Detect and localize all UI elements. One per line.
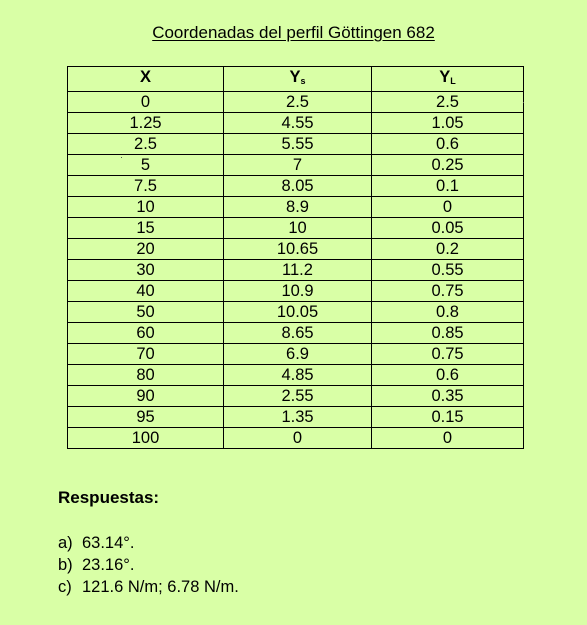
cell-ys: 4.85: [224, 365, 372, 386]
cell-x: 60: [68, 323, 224, 344]
answer-item: [58, 576, 239, 598]
cell-x: 100: [68, 428, 224, 449]
cell-ys: 10: [224, 218, 372, 239]
cell-ys: 8.9: [224, 197, 372, 218]
coordinates-table: [67, 66, 524, 449]
cell-yl: 0: [372, 197, 524, 218]
cell-yl: 0.85: [372, 323, 524, 344]
cell-x: 10: [68, 197, 224, 218]
cell-yl: 1.05: [372, 113, 524, 134]
answer-text: 121.6 N/m; 6.78 N/m.: [82, 578, 239, 596]
table-row: [68, 365, 524, 386]
cell-yl: 0.6: [372, 365, 524, 386]
table-row: [68, 197, 524, 218]
cell-ys: 11.2: [224, 260, 372, 281]
cell-yl: 0.35: [372, 386, 524, 407]
table-row: [68, 344, 524, 365]
cell-ys: 5.55: [224, 134, 372, 155]
cell-x: 40: [68, 281, 224, 302]
cell-ys: 10.65: [224, 239, 372, 260]
table-row: [68, 302, 524, 323]
answer-text: 23.16°.: [82, 556, 135, 574]
table-row: [68, 239, 524, 260]
cell-yl: 0.55: [372, 260, 524, 281]
table-row: [68, 407, 524, 428]
cell-x: 0: [68, 92, 224, 113]
cell-ys: 7: [224, 155, 372, 176]
cell-ys: 10.9: [224, 281, 372, 302]
answer-letter: a): [58, 534, 73, 552]
cell-ys: 2.55: [224, 386, 372, 407]
header-x: X: [68, 67, 224, 92]
cell-x: 5: [68, 155, 224, 176]
table-body: [68, 92, 524, 449]
cell-yl: 0.2: [372, 239, 524, 260]
table-row: [68, 92, 524, 113]
answer-letter: c): [58, 578, 72, 596]
answers-list: [58, 532, 239, 598]
table-row: [68, 176, 524, 197]
cell-x: 2.5: [68, 134, 224, 155]
table-row: [68, 386, 524, 407]
answers-heading: Respuestas:: [58, 488, 160, 507]
table-row: [68, 428, 524, 449]
cell-x: 15: [68, 218, 224, 239]
speck: [523, 102, 524, 103]
cell-yl: 0.25: [372, 155, 524, 176]
table-row: [68, 134, 524, 155]
cell-ys: 6.9: [224, 344, 372, 365]
cell-x: 50: [68, 302, 224, 323]
cell-ys: 4.55: [224, 113, 372, 134]
table-row: [68, 281, 524, 302]
table-row: [68, 155, 524, 176]
answer-text: 63.14°.: [82, 534, 135, 552]
header-ys: $Y_s$: [224, 67, 372, 92]
cell-x: 20: [68, 239, 224, 260]
cell-ys: 8.65: [224, 323, 372, 344]
table-row: [68, 218, 524, 239]
cell-yl: 0.15: [372, 407, 524, 428]
table-row: [68, 113, 524, 134]
answer-letter: b): [58, 556, 73, 574]
cell-x: 95: [68, 407, 224, 428]
cell-ys: 2.5: [224, 92, 372, 113]
cell-x: 7.5: [68, 176, 224, 197]
cell-yl: 0.75: [372, 344, 524, 365]
cell-x: 1.25: [68, 113, 224, 134]
cell-ys: 1.35: [224, 407, 372, 428]
cell-x: 90: [68, 386, 224, 407]
answer-item: [58, 532, 239, 554]
table-row: [68, 323, 524, 344]
cell-yl: 0.1: [372, 176, 524, 197]
cell-yl: 0.8: [372, 302, 524, 323]
cell-ys: 0: [224, 428, 372, 449]
table-header-row: [68, 67, 524, 92]
document-title: Coordenadas del perfil Göttingen 682: [152, 23, 435, 42]
speck: [121, 157, 122, 158]
cell-yl: 0.75: [372, 281, 524, 302]
cell-x: 80: [68, 365, 224, 386]
cell-yl: 0.6: [372, 134, 524, 155]
cell-ys: 8.05: [224, 176, 372, 197]
cell-yl: 0.05: [372, 218, 524, 239]
cell-x: 30: [68, 260, 224, 281]
answer-item: [58, 554, 239, 576]
cell-x: 70: [68, 344, 224, 365]
cell-yl: 2.5: [372, 92, 524, 113]
header-yl: $Y_L$: [372, 67, 524, 92]
cell-yl: 0: [372, 428, 524, 449]
table-row: [68, 260, 524, 281]
cell-ys: 10.05: [224, 302, 372, 323]
